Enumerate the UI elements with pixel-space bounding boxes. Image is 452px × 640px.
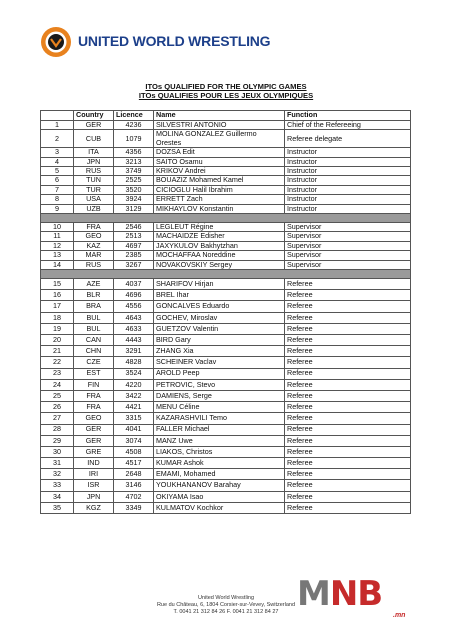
cell-country: BRA [74,301,114,312]
cell-country: GER [74,121,114,130]
table-row [41,390,411,401]
cell-country: TUN [74,176,114,185]
cell-function: Supervisor [285,260,411,269]
cell-name: MOCHAFFAA Noreddine [154,251,285,260]
cell-licence: 4556 [114,301,154,312]
table-row [41,223,411,232]
cell-name: DAMIENS, Serge [154,390,285,401]
mnb-watermark [297,574,382,614]
cell-name: MIKHAYLOV Konstantin [154,204,285,213]
cell-licence: 3213 [114,157,154,166]
cell-name: MACHAIDZE Edisher [154,232,285,241]
cell-function: Referee [285,368,411,379]
cell-name: SAITO Osamu [154,157,285,166]
cell-licence: 3924 [114,195,154,204]
table-header-row [41,111,411,121]
cell-number: 16 [41,290,74,301]
table-row [41,290,411,301]
cell-licence: 4220 [114,379,154,390]
cell-country: FIN [74,379,114,390]
cell-country: TUR [74,185,114,194]
cell-function: Referee [285,435,411,446]
cell-number: 4 [41,157,74,166]
cell-licence: 4517 [114,458,154,469]
col-header-number [41,111,74,121]
table-row [41,335,411,346]
cell-licence: 4236 [114,121,154,130]
brand-title: UNITED WORLD WRESTLING [78,33,271,49]
cell-function: Referee [285,491,411,502]
table-row [41,301,411,312]
cell-function: Instructor [285,185,411,194]
document-titles [0,82,452,100]
cell-number: 26 [41,402,74,413]
cell-number: 8 [41,195,74,204]
cell-country: JPN [74,157,114,166]
cell-name: GONCALVES Eduardo [154,301,285,312]
cell-number: 17 [41,301,74,312]
cell-number: 5 [41,167,74,176]
cell-country: USA [74,195,114,204]
cell-function: Referee [285,502,411,513]
table-row [41,424,411,435]
footer-address [0,595,452,616]
cell-country: ITA [74,148,114,157]
cell-number: 34 [41,491,74,502]
cell-name: EMAMI, Mohamed [154,469,285,480]
table-body [41,121,411,514]
cell-country: GER [74,424,114,435]
table-row [41,176,411,185]
itos-table [40,110,411,514]
table-row [41,469,411,480]
table-row [41,130,411,148]
cell-function: Supervisor [285,223,411,232]
cell-function: Referee [285,301,411,312]
table-row [41,195,411,204]
cell-country: IND [74,458,114,469]
cell-number: 21 [41,346,74,357]
cell-name: LIAKOS, Christos [154,446,285,457]
cell-function: Referee [285,480,411,491]
cell-country: ISR [74,480,114,491]
cell-country: GER [74,435,114,446]
cell-function: Referee [285,323,411,334]
cell-number: 35 [41,502,74,513]
cell-number: 18 [41,312,74,323]
title-english: ITOs QUALIFIED FOR THE OLYMPIC GAMES [145,82,307,91]
cell-licence: 3267 [114,260,154,269]
cell-licence: 4696 [114,290,154,301]
cell-name: GUETZOV Valentin [154,323,285,334]
cell-country: BUL [74,312,114,323]
cell-name: GOCHEV, Miroslav [154,312,285,323]
separator-cell [41,214,411,223]
watermark-domain: .mn [393,612,406,619]
cell-number: 24 [41,379,74,390]
cell-country: FRA [74,223,114,232]
table-row [41,121,411,130]
cell-name: LEGLEUT Régine [154,223,285,232]
cell-country: KAZ [74,241,114,250]
cell-country: CAN [74,335,114,346]
cell-country: UZB [74,204,114,213]
cell-licence: 2513 [114,232,154,241]
cell-number: 20 [41,335,74,346]
table-row [41,368,411,379]
cell-name: OKIYAMA Isao [154,491,285,502]
cell-country: KGZ [74,502,114,513]
cell-licence: 2525 [114,176,154,185]
cell-name: ERRETT Zach [154,195,285,204]
table-row [41,232,411,241]
table-row [41,204,411,213]
table-row [41,458,411,469]
cell-country: GEO [74,413,114,424]
cell-licence: 3315 [114,413,154,424]
cell-licence: 3146 [114,480,154,491]
cell-country: BLR [74,290,114,301]
table-row [41,312,411,323]
col-header-country: Country [74,111,114,121]
cell-number: 6 [41,176,74,185]
cell-licence: 3524 [114,368,154,379]
cell-licence: 3422 [114,390,154,401]
col-header-licence: Licence [114,111,154,121]
cell-country: CUB [74,130,114,148]
cell-licence: 3074 [114,435,154,446]
cell-name: CICIOGLU Halil Ibrahim [154,185,285,194]
cell-function: Referee [285,279,411,290]
table-row [41,148,411,157]
table-row [41,279,411,290]
cell-licence: 4633 [114,323,154,334]
cell-name: ZHANG Xia [154,346,285,357]
watermark-nb: NB [329,574,383,614]
cell-name: SHARIFOV Hirjan [154,279,285,290]
cell-function: Referee [285,290,411,301]
col-header-function: Function [285,111,411,121]
cell-number: 15 [41,279,74,290]
cell-country: AZE [74,279,114,290]
cell-number: 10 [41,223,74,232]
cell-name: KRIKOV Andrei [154,167,285,176]
cell-name: BREL Ihar [154,290,285,301]
cell-function: Referee [285,346,411,357]
cell-country: GEO [74,232,114,241]
cell-name: DOZSA Edit [154,148,285,157]
cell-licence: 4356 [114,148,154,157]
cell-licence: 4443 [114,335,154,346]
cell-name: JAXYKULOV Bakhytzhan [154,241,285,250]
cell-licence: 4643 [114,312,154,323]
cell-country: FRA [74,390,114,401]
table-row [41,357,411,368]
cell-country: FRA [74,402,114,413]
cell-number: 1 [41,121,74,130]
table-row [41,185,411,194]
cell-function: Referee delegate [285,130,411,148]
footer-org: United World Wrestling [197,595,255,601]
cell-number: 30 [41,446,74,457]
cell-name: MOLINA GONZALEZ Guillermo Orestes [154,130,285,148]
cell-number: 32 [41,469,74,480]
table-row [41,241,411,250]
cell-country: CHN [74,346,114,357]
cell-licence: 3291 [114,346,154,357]
table-row [41,446,411,457]
table-row [41,413,411,424]
cell-licence: 3749 [114,167,154,176]
cell-name: MENU Céline [154,402,285,413]
cell-country: BUL [74,323,114,334]
watermark-m: M [297,574,330,614]
cell-number: 23 [41,368,74,379]
table-row [41,323,411,334]
cell-licence: 4421 [114,402,154,413]
table-row [41,346,411,357]
cell-name: YOUKHANANOV Barahay [154,480,285,491]
table-row [41,480,411,491]
cell-function: Referee [285,446,411,457]
cell-licence: 4037 [114,279,154,290]
cell-number: 28 [41,424,74,435]
cell-name: SILVESTRI ANTONIO [154,121,285,130]
cell-country: RUS [74,167,114,176]
cell-function: Referee [285,469,411,480]
table-row [41,157,411,166]
cell-function: Referee [285,357,411,368]
cell-function: Referee [285,402,411,413]
cell-function: Referee [285,424,411,435]
cell-licence: 3129 [114,204,154,213]
table-row [41,491,411,502]
cell-country: EST [74,368,114,379]
footer-phone: T. 0041 21 312 84 26 F. 0041 21 312 84 27 [173,609,279,615]
table-row [41,260,411,269]
table-row [41,251,411,260]
cell-name: MANZ Uwe [154,435,285,446]
cell-number: 29 [41,435,74,446]
cell-function: Instructor [285,148,411,157]
cell-name: FALLER Michael [154,424,285,435]
cell-name: KAZARASHVILI Temo [154,413,285,424]
cell-number: 25 [41,390,74,401]
cell-licence: 4508 [114,446,154,457]
cell-licence: 4828 [114,357,154,368]
cell-number: 14 [41,260,74,269]
cell-name: KUMAR Ashok [154,458,285,469]
cell-function: Instructor [285,195,411,204]
cell-number: 19 [41,323,74,334]
table-row [41,167,411,176]
cell-function: Referee [285,390,411,401]
cell-name: PETROVIC, Stevo [154,379,285,390]
table-row [41,402,411,413]
cell-number: 11 [41,232,74,241]
col-header-name: Name [154,111,285,121]
cell-function: Instructor [285,204,411,213]
cell-name: AROLD Peep [154,368,285,379]
cell-licence: 2546 [114,223,154,232]
cell-name: KULMATOV Kochkor [154,502,285,513]
cell-name: BIRD Gary [154,335,285,346]
cell-country: JPN [74,491,114,502]
cell-licence: 2648 [114,469,154,480]
cell-number: 9 [41,204,74,213]
cell-number: 31 [41,458,74,469]
cell-function: Referee [285,335,411,346]
cell-licence: 3520 [114,185,154,194]
cell-number: 22 [41,357,74,368]
cell-country: RUS [74,260,114,269]
cell-number: 2 [41,130,74,148]
table-row [41,502,411,513]
uww-logo-icon [40,26,72,58]
cell-country: MAR [74,251,114,260]
cell-name: SCHEINER Vaclav [154,357,285,368]
cell-country: IRI [74,469,114,480]
table-row [41,435,411,446]
cell-function: Referee [285,312,411,323]
cell-number: 12 [41,241,74,250]
cell-function: Supervisor [285,251,411,260]
title-french: ITOs QUALIFIES POUR LES JEUX OLYMPIQUES [138,91,314,100]
cell-name: BOUAZIZ Mohamed Kamel [154,176,285,185]
cell-number: 13 [41,251,74,260]
cell-name: NOVAKOVSKIY Sergey [154,260,285,269]
separator-cell [41,270,411,279]
cell-licence: 2385 [114,251,154,260]
cell-number: 3 [41,148,74,157]
cell-country: CZE [74,357,114,368]
cell-function: Referee [285,458,411,469]
cell-number: 27 [41,413,74,424]
cell-function: Referee [285,413,411,424]
cell-function: Instructor [285,157,411,166]
table-row [41,379,411,390]
footer-street: Rue du Château, 6, 1804 Corsier-sur-Vevey, Switzerland [156,602,296,608]
cell-function: Instructor [285,167,411,176]
cell-licence: 3349 [114,502,154,513]
section-separator [41,270,411,279]
cell-function: Supervisor [285,241,411,250]
cell-function: Referee [285,379,411,390]
cell-licence: 4697 [114,241,154,250]
cell-licence: 4041 [114,424,154,435]
cell-licence: 1079 [114,130,154,148]
cell-function: Supervisor [285,232,411,241]
cell-country: GRE [74,446,114,457]
cell-licence: 4702 [114,491,154,502]
section-separator [41,214,411,223]
cell-number: 33 [41,480,74,491]
cell-function: Instructor [285,176,411,185]
cell-number: 7 [41,185,74,194]
cell-function: Chief of the Refereeing [285,121,411,130]
